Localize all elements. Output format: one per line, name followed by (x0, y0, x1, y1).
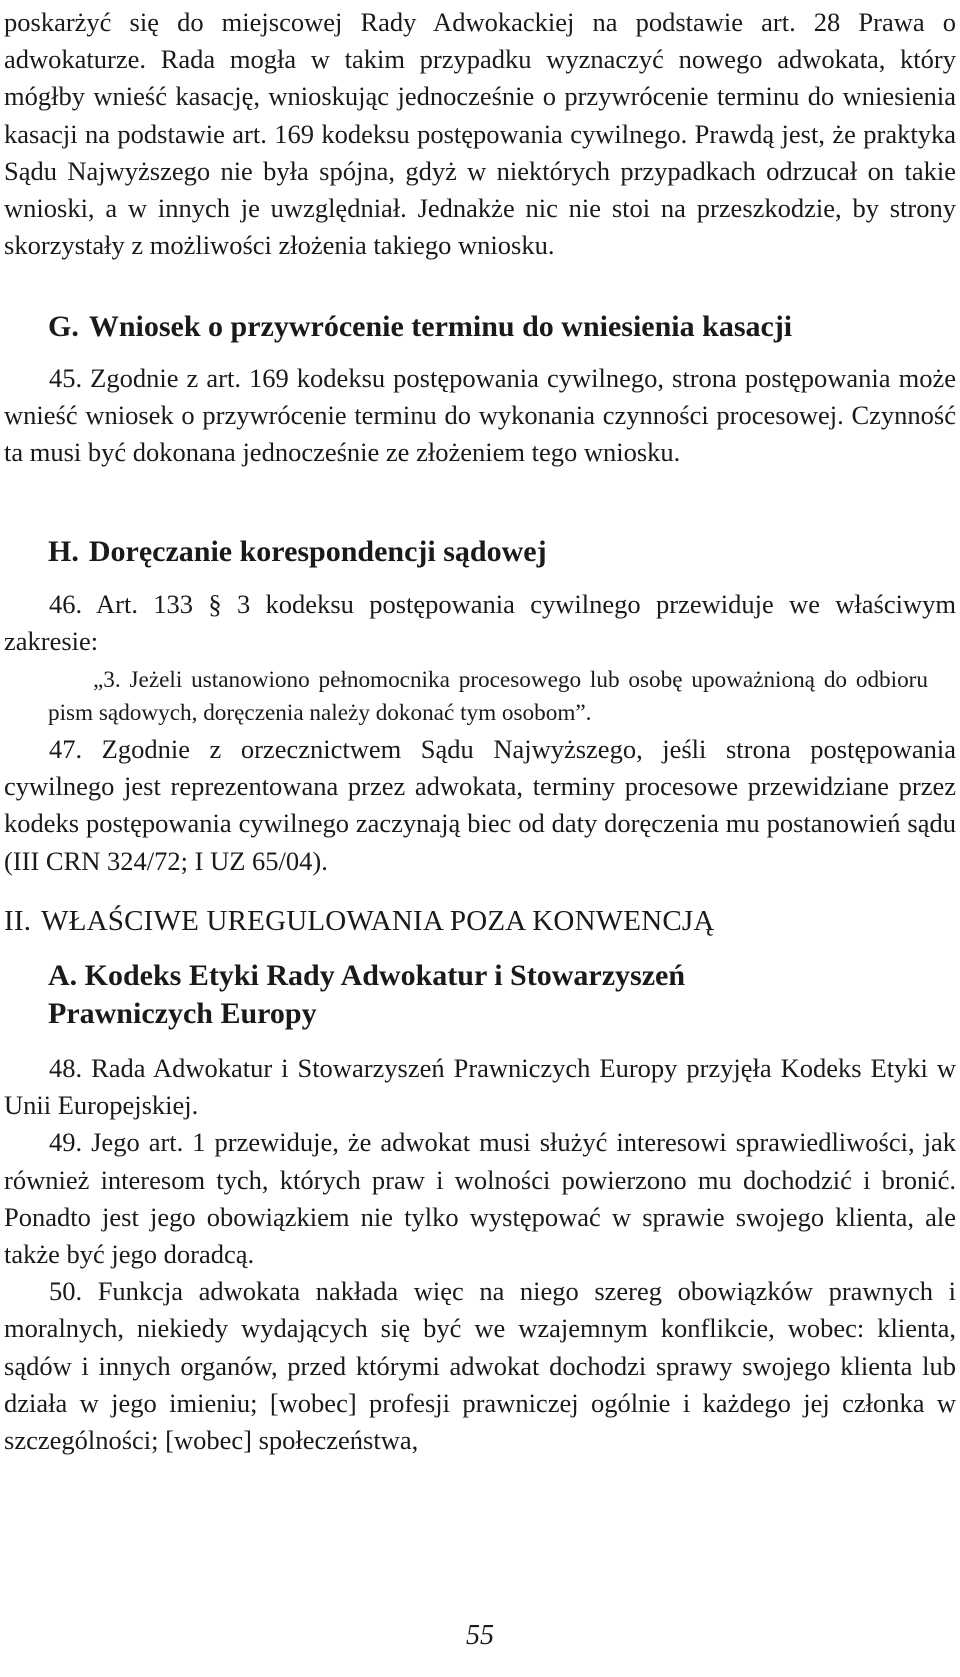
heading-a-line1: A. Kodeks Etyki Rady Adwokatur i Stowarzyszeń (48, 959, 686, 992)
heading-h-number: H. (48, 535, 79, 568)
paragraph-50: 50. Funkcja adwokata nakłada więc na niego szereg obowiązków prawnych i moralnych, niekiedy wydających się być we wzajemnym konflikcie, wobec: klienta, sądów i innych organów, przed którymi adwokat dochodzi sprawy swojego klienta lub działa w jego imieniu; [wobec] profesji prawniczej ogólnie i każdego jej członka w szczególności; [wobec] społeczeństwa, (4, 1276, 956, 1456)
heading-g (48, 308, 792, 346)
paragraph-46-block (4, 586, 956, 660)
paragraph-45-block (4, 360, 956, 472)
heading-a (48, 957, 685, 1033)
paragraph-49: 49. Jego art. 1 przewiduje, że adwokat musi służyć interesowi sprawiedliwości, jak również interesom tych, których praw i wolności powierzono mu dochodzić i bronić. Ponadto jest jego obowiązkiem nie tylko występować w sprawie swojego klienta, ale także być jego doradcą. (4, 1127, 956, 1270)
section-ii-heading (4, 902, 715, 940)
heading-a-line2: Prawniczych Europy (48, 997, 317, 1030)
paragraph-47-block (4, 731, 956, 880)
top-paragraph: poskarżyć się do miejscowej Rady Adwokackiej na podstawie art. 28 Prawa o adwokaturze. Rada mogła w takim przypadku wyznaczyć nowego adwokata, który mógłby wnieść kasację, wnioskując jednocześnie o przywrócenie terminu do wniesienia kasacji na podstawie art. 169 kodeksu postępowania cywilnego. Prawdą jest, że praktyka Sądu Najwyższego nie była spójna, gdyż w niektórych przypadkach odrzucał on takie wnioski, a w innych je uwzględniał. Jednakże nic nie stoi na przeszkodzie, by strony skorzystały z możliwości złożenia takiego wniosku. (4, 7, 956, 261)
top-paragraph-block (4, 4, 956, 264)
paragraph-47: 47. Zgodnie z orzecznictwem Sądu Najwyższego, jeśli strona postępowania cywilnego jest reprezentowana przez adwokata, terminy procesowe przewidziane przez kodeks postępowania cywilnego zaczynają biec od daty doręczenia mu postanowień sądu (III CRN 324/72; I UZ 65/04). (4, 734, 956, 876)
heading-g-title: Wniosek o przywrócenie terminu do wniesienia kasacji (88, 310, 793, 343)
heading-g-number: G. (48, 310, 79, 343)
page-number: 55 (466, 1620, 494, 1651)
paragraph-45: 45. Zgodnie z art. 169 kodeksu postępowania cywilnego, strona postępowania może wnieść wniosek o przywrócenie terminu do wykonania czynności procesowej. Czynność ta musi być dokonana jednocześnie ze złożeniem tego wniosku. (4, 363, 956, 468)
paragraph-48: 48. Rada Adwokatur i Stowarzyszeń Prawniczych Europy przyjęła Kodeks Etyki w Unii Europejskiej. (4, 1053, 956, 1121)
heading-h (48, 533, 547, 571)
paragraph-46: 46. Art. 133 § 3 kodeksu postępowania cywilnego przewiduje we właściwym zakresie: (4, 589, 956, 657)
section-ii-title: WŁAŚCIWE UREGULOWANIA POZA KONWENCJĄ (41, 905, 715, 937)
heading-h-title: Doręczanie korespondencji sądowej (88, 535, 547, 568)
legal-quote: „3. Jeżeli ustanowiono pełnomocnika procesowego lub osobę upoważnioną do odbioru pism sądowych, doręczenia należy dokonać tym osobom”. (48, 667, 928, 726)
section-ii-number: II. (4, 905, 32, 937)
quote-block (48, 664, 928, 730)
paragraphs-48-50-block (4, 1050, 956, 1459)
